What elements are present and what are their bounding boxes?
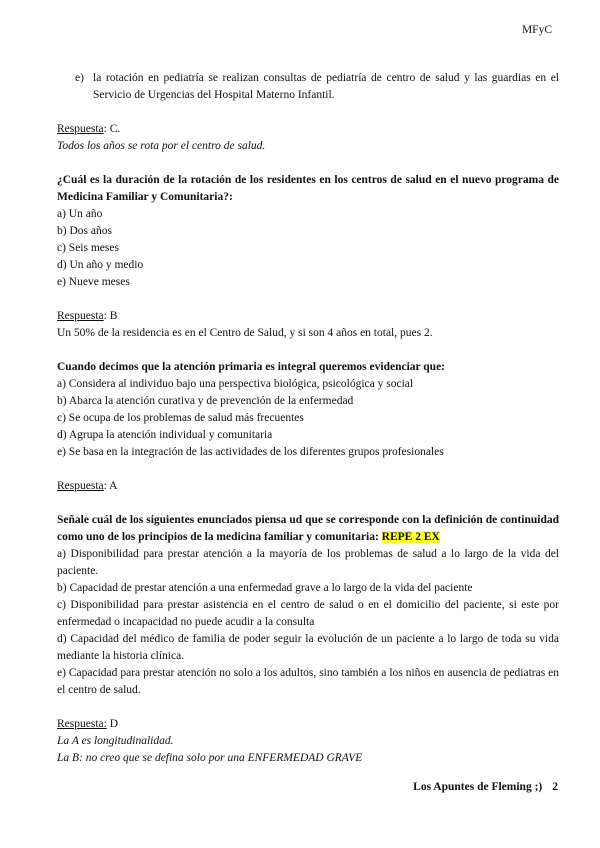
q1-answer-value: : C. [103, 123, 121, 135]
page-content [57, 70, 559, 767]
q2-answer-label: Respuesta [57, 310, 104, 322]
q2-option-a: a) Un año [57, 208, 103, 220]
q1-answer-label: Respuesta [57, 123, 104, 135]
footer-text: Los Apuntes de Fleming ;) [413, 781, 543, 793]
q3-question: Cuando decimos que la atención primaria es integral queremos evidenciar que: [57, 361, 446, 373]
q4-repeat-tag: REPE 2 EX [381, 531, 440, 543]
q3-option-b: b) Abarca la atención curativa y de prevención de la enfermedad [57, 395, 354, 407]
q4-comment-a: La A es longitudinalidad. [57, 735, 174, 747]
page-header: MFyC [521, 24, 552, 36]
intro-option-marker: e) [75, 72, 84, 84]
q3-answer-value: : A [103, 480, 118, 492]
q4-question [57, 512, 559, 546]
q1-answer [57, 121, 559, 138]
q2-comment: Un 50% de la residencia es en el Centro de Salud, y si son 4 años en total, pues 2. [57, 327, 433, 339]
q4-option-e: e) Capacidad para prestar atención no solo a los adultos, sino también a los niños en ausencia de pediatras en el centro de salud. [57, 667, 559, 696]
q1-comment: Todos los años se rota por el centro de salud. [57, 140, 266, 152]
q3-option-a: a) Considera al individuo bajo una perspectiva biológica, psicológica y social [57, 378, 414, 390]
q4-option-c: c) Disponibilidad para prestar asistencia en el centro de salud o en el domicilio del paciente, si este por enfermedad o incapacidad no puede acudir a la consulta [57, 599, 559, 628]
q2-option-d: d) Un año y medio [57, 259, 144, 271]
q4-answer-value: D [106, 718, 119, 730]
q2-answer-value: : B [103, 310, 118, 322]
q4-option-b: b) Capacidad de prestar atención a una enfermedad grave a lo largo de la vida del paciente [57, 582, 473, 594]
q2-answer [57, 308, 559, 325]
q4-question-text: Señale cuál de los siguientes enunciados piensa ud que se corresponde con la definición de continuidad como uno de los principios de la medicina familiar y comunitaria: [57, 514, 559, 543]
q2-option-c: c) Seis meses [57, 242, 119, 254]
q2-question: ¿Cuál es la duración de la rotación de los residentes en los centros de salud en el nuevo programa de Medicina Familiar y Comunitaria?: [57, 174, 559, 203]
q3-option-c: c) Se ocupa de los problemas de salud más frecuentes [57, 412, 304, 424]
page-number: 2 [552, 781, 558, 793]
q3-answer [57, 478, 559, 495]
q4-option-a: a) Disponibilidad para prestar atención a la mayoría de los problemas de salud a lo largo de la vida del paciente. [57, 548, 559, 577]
q4-option-d: d) Capacidad del médico de familia de poder seguir la evolución de un paciente a lo largo de toda su vida mediante la historia clínica. [57, 633, 559, 662]
q4-comment-b: La B: no creo que se defina solo por una ENFERMEDAD GRAVE [57, 752, 363, 764]
q3-option-e: e) Se basa en la integración de las actividades de los diferentes grupos profesionales [57, 446, 444, 458]
q3-option-d: d) Agrupa la atención individual y comunitaria [57, 429, 273, 441]
page-footer [413, 781, 558, 793]
q4-answer-label: Respuesta: [57, 718, 107, 730]
q2-option-b: b) Dos años [57, 225, 112, 237]
q2-option-e: e) Nueve meses [57, 276, 130, 288]
q3-answer-label: Respuesta [57, 480, 104, 492]
intro-option-text: la rotación en pediatría se realizan consultas de pediatría de centro de salud y las guardias en el Servicio de Urgencias del Hospital Materno Infantil. [93, 72, 559, 101]
q4-answer [57, 716, 559, 733]
intro-option-e [57, 70, 559, 104]
